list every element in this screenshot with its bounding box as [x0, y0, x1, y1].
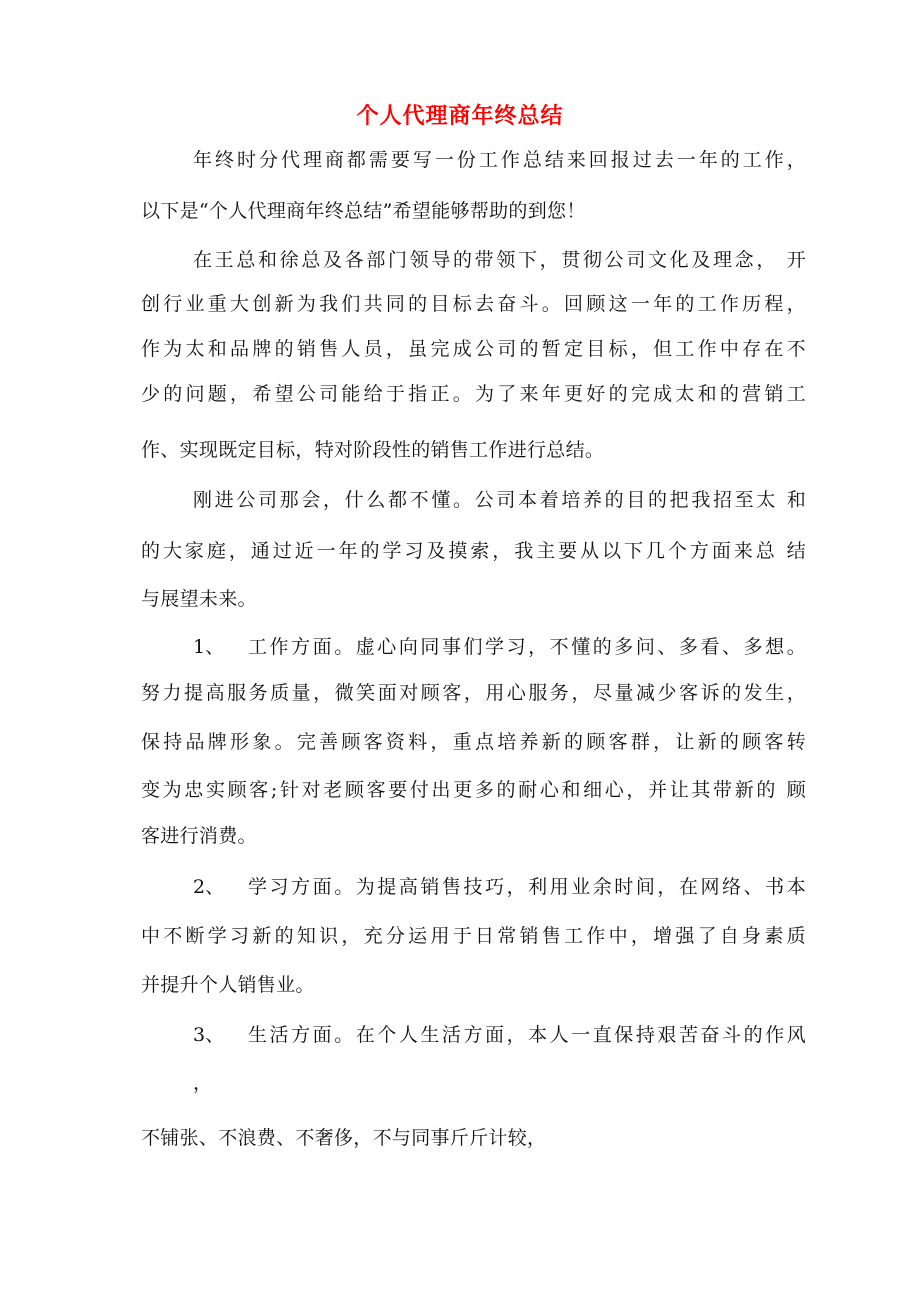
item3-line-3: 不铺张、不浪费、不奢侈，不与同事斤斤计较， [141, 1127, 547, 1149]
item2-line-2: 中不断学习新的知识，充分运用于日常销售工作中，增强了自身素质 [141, 925, 806, 947]
item3-line-1: 生活方面。在个人生活方面，本人一直保持艰苦奋斗的作风 [248, 1024, 806, 1046]
para1-line-3: 作为太和品牌的销售人员，虽完成公司的暂定目标，但工作中存在不 [141, 338, 806, 360]
item1-number: 1、 [193, 636, 225, 658]
item3-line-2: ， [193, 1072, 213, 1094]
para1-line-5: 作、实现既定目标，特对阶段性的销售工作进行总结。 [141, 439, 605, 461]
item2-line-1: 学习方面。为提高销售技巧，利用业余时间，在网络、书本 [248, 876, 806, 898]
para1-line-2: 创行业重大创新为我们共同的目标去奋斗。回顾这一年的工作历程， [141, 293, 806, 315]
para1-line-4: 少的问题，希望公司能给于指正。为了来年更好的完成太和的营销工 [141, 383, 806, 405]
intro-line-1: 年终时分代理商都需要写一份工作总结来回报过去一年的工作， [193, 149, 806, 171]
para2-line-2: 的大家庭，通过近一年的学习及摸索，我主要从以下几个方面来总 结 [141, 540, 806, 562]
item1-line-2: 努力提高服务质量，微笑面对顾客，用心服务，尽量减少客诉的发生， [141, 682, 806, 704]
para2-line-1: 刚进公司那会，什么都不懂。公司本着培养的目的把我招至太 和 [193, 489, 806, 511]
item1-line-1: 工作方面。虚心向同事们学习，不懂的多问、多看、多想。 [248, 636, 806, 658]
item1-line-3: 保持品牌形象。完善顾客资料，重点培养新的顾客群，让新的顾客转 [141, 731, 806, 753]
item1-line-4: 变为忠实顾客;针对老顾客要付出更多的耐心和细心，并让其带新的 顾 [141, 779, 806, 801]
document-title: 个人代理商年终总结 [356, 103, 564, 129]
item3-number: 3、 [193, 1024, 225, 1046]
item2-number: 2、 [193, 876, 225, 898]
para1-line-1: 在王总和徐总及各部门领导的带领下，贯彻公司文化及理念， 开 [193, 249, 806, 271]
item1-line-5: 客进行消费。 [141, 825, 257, 847]
item2-line-3: 并提升个人销售业。 [141, 974, 315, 996]
intro-line-2: 以下是“个人代理商年终总结”希望能够帮助的到您！ [141, 200, 586, 222]
para2-line-3: 与展望未来。 [141, 588, 257, 610]
